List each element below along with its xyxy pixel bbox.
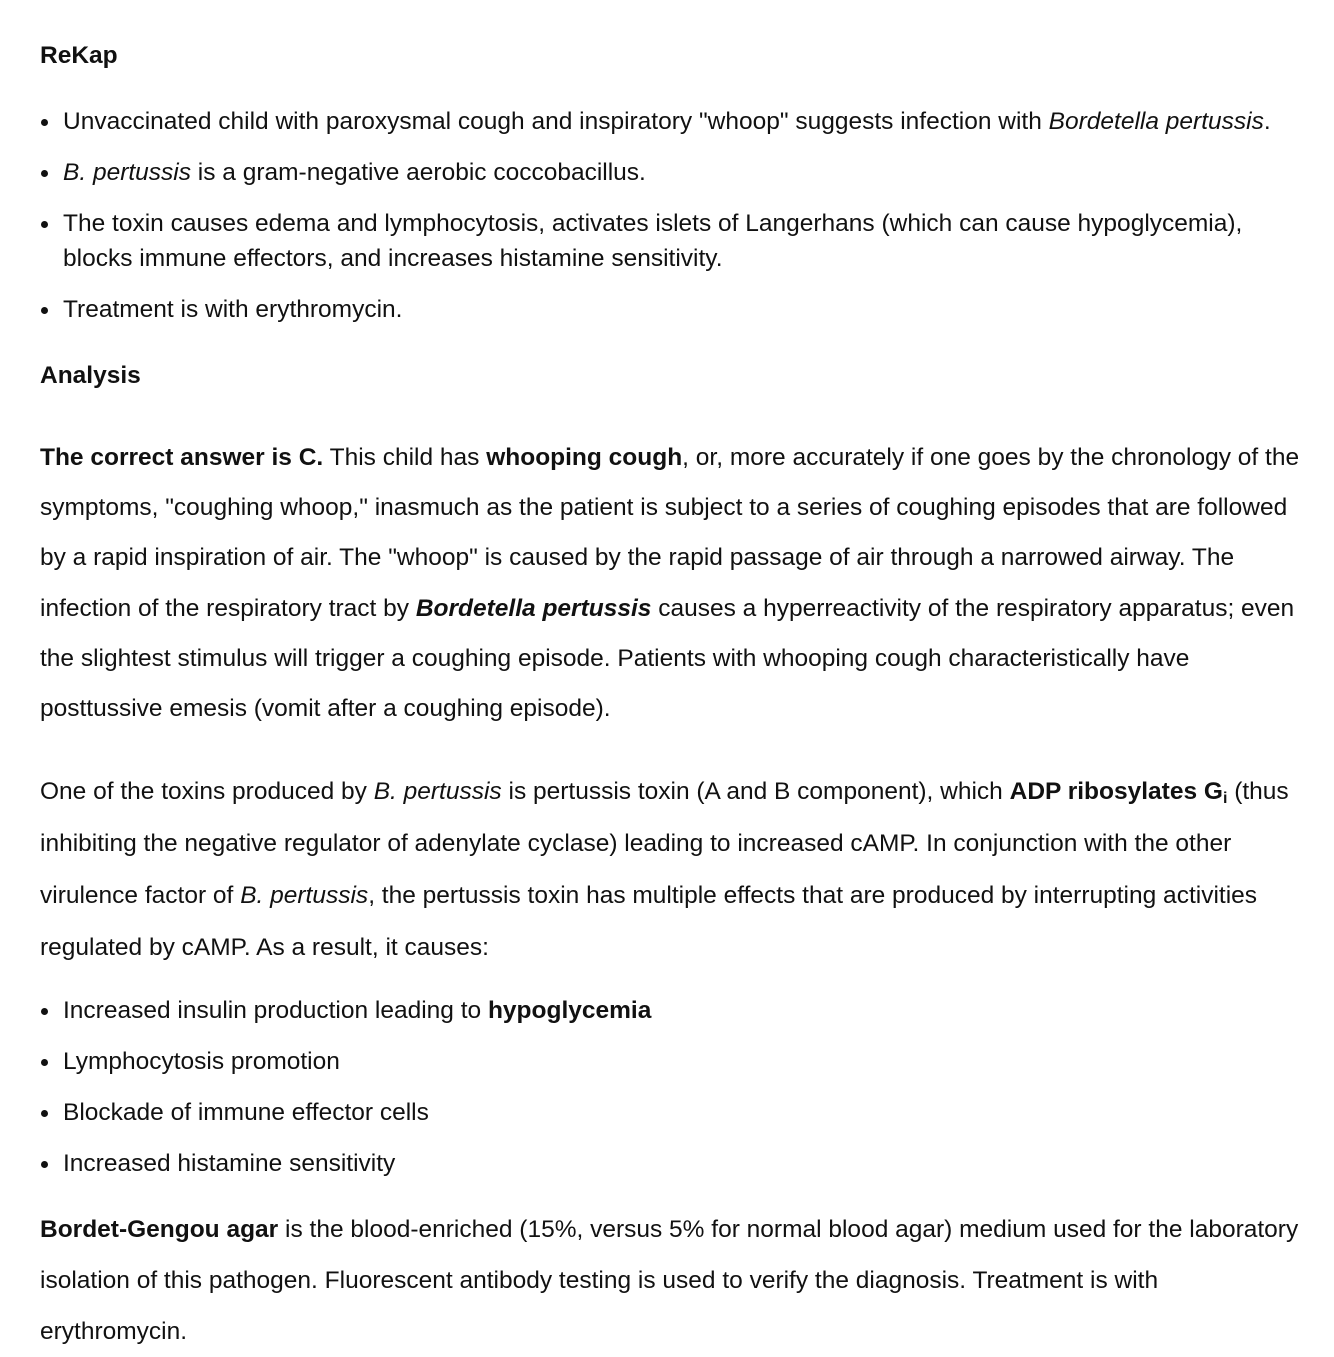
rekap-bullet-4: Treatment is with erythromycin. [40, 292, 1271, 327]
effect-item-4: Increased histamine sensitivity [40, 1146, 651, 1181]
rekap-bullet-1: Unvaccinated child with paroxysmal cough and inspiratory "whoop" suggests infection with Bordetella pertussis. [40, 104, 1271, 139]
analysis-paragraph-answer: The correct answer is C. This child has whooping cough, or, more accurately if one goes by the chronology of the symptoms, "coughing whoop," inasmuch as the patient is subject to a series of coughing episodes that are followed by a rapid inspiration of air. The "whoop" is caused by the rapid passage of air through a narrowed airway. The infection of the respiratory tract by Bordetella pertussis causes a hyperreactivity of the respiratory apparatus; even the slightest stimulus will trigger a coughing episode. Patients with whooping cough characteristically have posttussive emesis (vomit after a coughing episode). [40, 444, 1300, 723]
analysis-paragraph-diagnosis: Bordet-Gengou agar is the blood-enriched (15%, versus 5% for normal blood agar) medium used for the laboratory isolation of this pathogen. Fluorescent antibody testing is used to verify the diagnosis. Treatment is with erythromycin. [40, 1216, 1299, 1345]
analysis-paragraph-toxin: One of the toxins produced by B. pertussis is pertussis toxin (A and B component), which ADP ribosylates $G_i$ (thus inhibiting the negative regulator of adenylate cyclase) leading to increased cAMP. In conjunction with the other virulence factor of B. pertussis, the pertussis toxin has multiple effects that are produced by interrupting activities regulated by cAMP. As a result, it causes: [40, 778, 1289, 961]
effect-item-1: Increased insulin production leading to hypoglycemia [40, 993, 651, 1028]
rekap-bullet-3: The toxin causes edema and lymphocytosis, activates islets of Langerhans (which can cause hypoglycemia), blocks immune effectors, and increases histamine sensitivity. [40, 206, 1271, 276]
rekap-heading: ReKap [40, 42, 118, 69]
effect-item-2: Lymphocytosis promotion [40, 1044, 651, 1079]
toxin-effects-list [40, 993, 651, 1197]
analysis-heading: Analysis [40, 362, 141, 389]
rekap-bullet-2: B. pertussis is a gram-negative aerobic coccobacillus. [40, 155, 1271, 190]
correct-answer-label: The correct answer is C. [40, 444, 324, 471]
effect-item-3: Blockade of immune effector cells [40, 1095, 651, 1130]
rekap-list [40, 104, 1271, 343]
